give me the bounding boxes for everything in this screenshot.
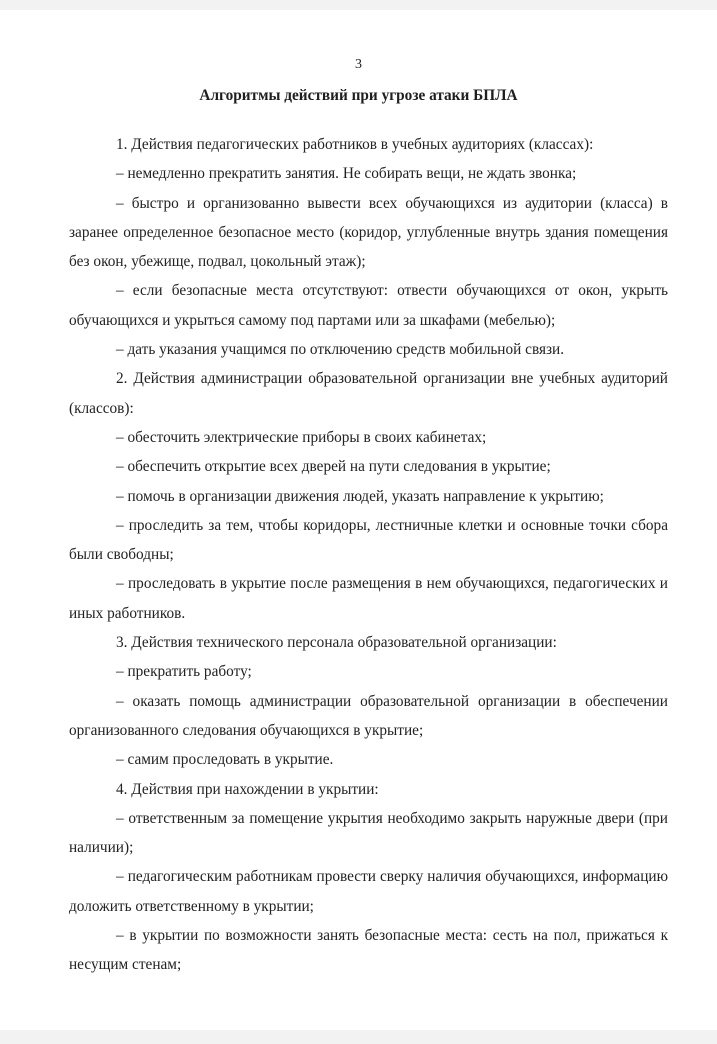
paragraph-item: – ответственным за помещение укрытия необходимо закрыть наружные двери (при наличии); (69, 809, 668, 857)
paragraph-item: – педагогическим работникам провести сверку наличия обучающихся, информацию доложить ответственному в укрытии; (69, 868, 668, 915)
paragraph-section-4-heading: 4. Действия при нахождении в укрытии: (116, 780, 379, 798)
paragraph-section-3-heading: 3. Действия технического персонала образовательной организации: (116, 634, 557, 652)
paragraph-item: – оказать помощь администрации образовательной организации в обеспечении организованного следования обучающихся в укрытие; (69, 692, 668, 739)
paragraph-section-2-heading: 2. Действия администрации образовательной организации вне учебных аудиторий (классов): (69, 370, 668, 417)
paragraph-item: – проследовать в укрытие после размещения в нем обучающихся, педагогических и иных работников. (69, 575, 668, 622)
paragraph-item: – в укрытии по возможности занять безопасные места: сесть на пол, прижаться к несущим стенам; (69, 927, 668, 974)
paragraph-item: – самим проследовать в укрытие. (116, 751, 334, 769)
paragraph-item: – обеспечить открытие всех дверей на пути следования в укрытие; (116, 458, 551, 476)
paragraph-item: – прекратить работу; (116, 663, 252, 681)
paragraph-item: – проследить за тем, чтобы коридоры, лестничные клетки и основные точки сбора были свободны; (69, 516, 668, 564)
paragraph-item: – обесточить электрические приборы в своих кабинетах; (116, 428, 487, 446)
paragraph-item: – если безопасные места отсутствуют: отвести обучающихся от окон, укрыть обучающихся и укрыться самому под партами или за шкафами (мебелью); (69, 282, 668, 329)
paragraph-item: – помочь в организации движения людей, указать направление к укрытию; (116, 487, 604, 505)
paragraph-item: – немедленно прекратить занятия. Не собирать вещи, не ждать звонка; (116, 165, 577, 183)
document-page (0, 10, 717, 1030)
page-number: 3 (355, 57, 362, 72)
paragraph-section-1-heading: 1. Действия педагогических работников в учебных аудиториях (классах): (116, 136, 594, 153)
paragraph-item: – дать указания учащимся по отключению средств мобильной связи. (116, 341, 565, 359)
document-title: Алгоритмы действий при угрозе атаки БПЛА (199, 87, 518, 104)
document-body (69, 130, 668, 980)
paragraph-item: – быстро и организованно вывести всех обучающихся из аудитории (класса) в заранее определенное безопасное место (коридор, углубленные внутрь здания помещения без окон, убежище, подвал, цокольный этаж); (69, 194, 668, 271)
